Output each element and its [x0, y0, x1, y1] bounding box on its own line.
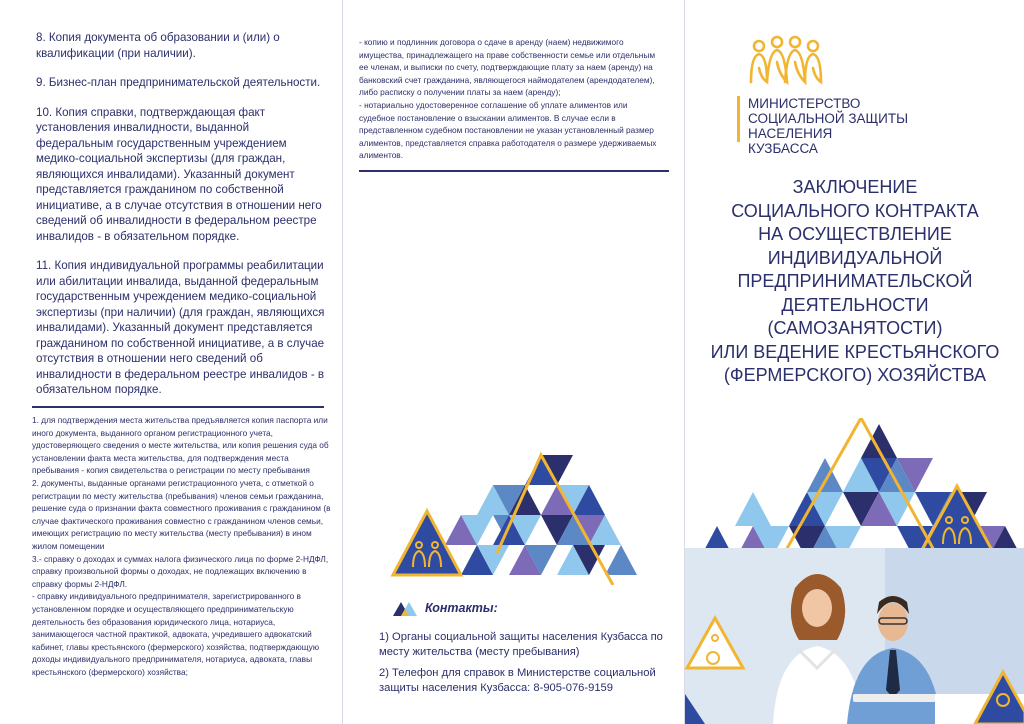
title-line: ИНДИВИДУАЛЬНОЙ	[767, 247, 943, 268]
ministry-name	[737, 96, 988, 156]
triangle-mosaic-graphic	[379, 445, 649, 585]
footnote-item: 2. документы, выданные органами регистрационного учета, с отметкой о регистрации по месту жительства (пребывания) членов семьи гражданина, решение суда о признании факта совместного проживания с гражданином (в случае фактического проживания совместно с гражданином членов семьи, имеющих регистрацию по месту жительства (месту пребывания) в ином жилом помещении	[32, 477, 331, 551]
title-line: ПРЕДПРИНИМАТЕЛЬСКОЙ	[737, 271, 973, 291]
middle-panel	[342, 0, 682, 724]
contacts-heading	[393, 600, 498, 616]
title-line: ДЕЯТЕЛЬНОСТИ	[781, 294, 929, 315]
family-logo-icon	[745, 34, 827, 88]
left-panel	[0, 0, 340, 724]
title-line: НА ОСУЩЕСТВЛЕНИЕ	[758, 224, 952, 244]
document-item: 9. Бизнес-план предпринимательской деятельности.	[36, 76, 321, 89]
accent-bar	[737, 96, 740, 142]
ministry-line: МИНИСТЕРСТВО	[748, 96, 861, 111]
document-item: 11. Копия индивидуальной программы реабилитации или абилитации инвалида, выданной федеральным государственным учреждением медико-социальной экспертизы (при наличии) (для граждан, являющихся инвалидами). Указанный документ представляется гражданином по собственной инициативе, а в случае отсутствия в отношении него сведений об инвалидности в федеральном реестре инвалидов - в обязательном порядке.	[36, 259, 325, 396]
document-item: 8. Копия документа об образовании и (или) о квалификации (при наличии).	[36, 31, 280, 60]
title-line: ЗАКЛЮЧЕНИЕ	[792, 177, 918, 197]
footnote-item: 1. для подтверждения места жительства предъявляется копия паспорта или иного документа, выданного органом регистрационного учета, удостоверяющего сведения о месте жительства, или копия решения суда об установлении факта места жительства, для подтверждения места пребывания - копия свидетельства о регистрации по месту пребывания	[32, 415, 329, 476]
contact-item: 2) Телефон для справок в Министерстве социальной защиты населения Кузбасса: 8-905-076-9159	[379, 667, 656, 694]
contact-item: 1) Органы социальной защиты населения Кузбасса по месту жительства (месту пребывания)	[379, 631, 663, 658]
title-line: (ФЕРМЕРСКОГО) ХОЗЯЙСТВА	[723, 365, 987, 385]
footnote-list	[32, 414, 332, 678]
footnote-item: 3.- справку о доходах и суммах налога физического лица по форме 2-НДФЛ, справку произвольной формы о доходах, не подлежащих включению в справку формы 2-НДФЛ.	[32, 553, 329, 589]
title-line: (САМОЗАНЯТОСТИ)	[767, 318, 943, 338]
document-item: 10. Копия справки, подтверждающая факт установления инвалидности, выданной федеральным государственным учреждением медико-социальной экспертизы (для граждан, являющихся инвалидами). Указанный документ представляется гражданином по собственной инициативе, а в случае отсутствия в отношении него сведений об инвалидности в федеральном реестре инвалидов - в обязательном порядке.	[36, 105, 322, 243]
ministry-line: СОЦИАЛЬНОЙ ЗАЩИТЫ НАСЕЛЕНИЯ	[748, 111, 909, 141]
triangle-logo-icon	[393, 600, 419, 616]
contacts-title: Контакты:	[425, 601, 498, 615]
brochure-title	[685, 176, 1024, 388]
footnote-item: - копию и подлинник договора о сдаче в аренду (наем) недвижимого имущества, принадлежащего на праве собственности семье или отдельным ее членам, и выписки по счету, подтверждающие плату за наем (аренду) на банковский счет гражданина, являющегося наймодателем (арендодателем), либо расписку о получении платы за наем (аренду);	[359, 37, 656, 98]
ministry-line: КУЗБАССА	[748, 141, 818, 156]
footnote-continuation	[359, 36, 665, 162]
business-people-photo	[685, 548, 1024, 724]
title-line: ИЛИ ВЕДЕНИЕ КРЕСТЬЯНСКОГО	[710, 341, 1000, 362]
divider	[359, 170, 669, 172]
footnote-item: - справку индивидуального предпринимателя, зарегистрированного в установленном порядке и осуществляющего предпринимательскую деятельность без образования юридического лица, нотариуса, занимающегося частной практикой, адвоката, учредившего адвокатский кабинет, главы крестьянского (фермерского) хозяйства, подтверждающую доходы индивидуального предпринимателя, нотариуса, адвоката, главы крестьянского (фермерского) хозяйства;	[32, 591, 320, 677]
footnote-item: - нотариально удостоверенное соглашение об уплате алиментов или судебное постановление о взыскании алиментов. В случае если в представленном судебном постановлении не указан установленный размер алиментов, представляется справка работодателя о размере удерживаемых алиментов.	[359, 99, 657, 161]
document-list	[36, 30, 326, 412]
cover-panel	[684, 0, 1024, 724]
divider	[32, 406, 324, 408]
title-line: СОЦИАЛЬНОГО КОНТРАКТА	[731, 200, 979, 221]
